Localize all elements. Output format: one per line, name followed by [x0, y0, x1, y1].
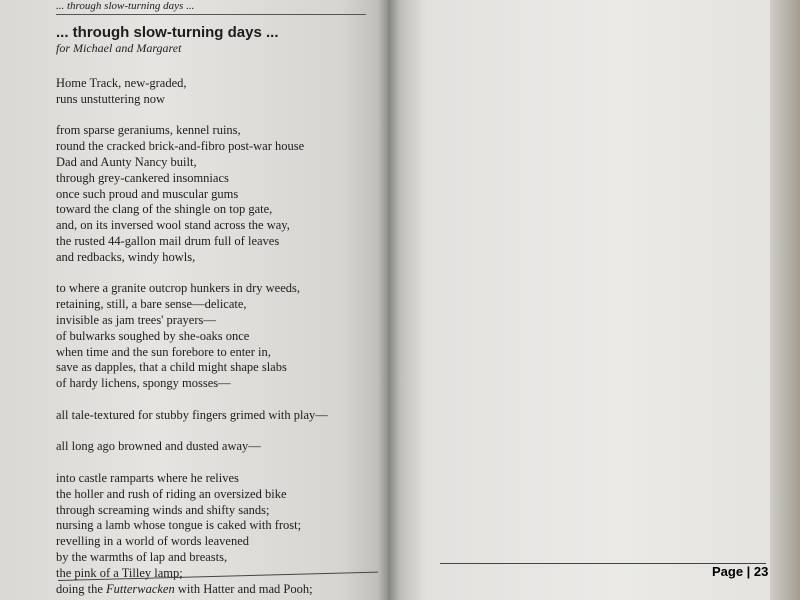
poem-line: and, on its inversed wool stand across the way, — [56, 218, 290, 233]
poem-line: from sparse geraniums, kennel ruins, — [56, 123, 241, 138]
stanza-gap — [56, 455, 376, 471]
poem-line: of hardy lichens, spongy mosses— — [56, 376, 231, 391]
poem-line: all tale-textured for stubby fingers grimed with play— — [56, 407, 328, 422]
dedication: for Michael and Margaret — [56, 41, 182, 55]
page-number: Page | 23 — [712, 564, 769, 579]
poem-line: once such proud and muscular gums — [56, 186, 239, 201]
poem-line: the pink of a Tilley lamp; — [56, 565, 183, 580]
poem-line: save as dapples, that a child might shape slabs — [56, 360, 287, 375]
poem-line: nursing a lamb whose tongue is caked with frost; — [56, 518, 302, 533]
poem-line: Dad and Aunty Nancy built, — [56, 154, 197, 169]
poem-title: ... through slow-turning days ... — [56, 24, 279, 41]
left-page — [0, 0, 388, 600]
poem-line: by the warmths of lap and breasts, — [56, 549, 228, 564]
stanza-gap — [56, 108, 376, 124]
poem-line: the rusted 44-gallon mail drum full of leaves — [56, 233, 280, 248]
poem-line: runs unstuttering now — [56, 91, 166, 106]
poem-line: the holler and rush of riding an oversized bike — [56, 486, 287, 501]
poem-line: and redbacks, windy howls, — [56, 249, 196, 264]
poem-line: retaining, still, a bare sense—delicate, — [56, 297, 247, 312]
poem-line: invisible as jam trees' prayers— — [56, 312, 216, 327]
left-poem-text — [56, 76, 376, 597]
header-rule — [56, 14, 366, 15]
poem-line: through grey-cankered insomniacs — [56, 170, 229, 185]
page-edges — [770, 0, 800, 600]
poem-line: to where a granite outcrop hunkers in dry weeds, — [56, 281, 301, 296]
stanza-gap — [56, 266, 376, 282]
poem-line: through screaming winds and shifty sands; — [56, 502, 270, 517]
poem-line: revelling in a world of words leavened — [56, 534, 249, 549]
poem-line: of bulwarks soughed by she-oaks once — [56, 328, 250, 343]
stanza-gap — [56, 392, 376, 408]
poem-line: Home Track, new-graded, — [56, 76, 187, 90]
poem-line: when time and the sun forebore to enter in, — [56, 344, 271, 359]
book-gutter — [378, 0, 400, 600]
poem-line: into castle ramparts where he relives — [56, 470, 239, 485]
poem-line: all long ago browned and dusted away— — [56, 439, 261, 454]
running-head: ... through slow-turning days ... — [56, 0, 195, 12]
poem-line: doing the Futterwacken with Hatter and mad Pooh; — [56, 581, 313, 596]
right-page — [388, 0, 770, 600]
stanza-gap — [56, 424, 376, 440]
poem-line: round the cracked brick-and-fibro post-war house — [56, 139, 305, 154]
poem-line: toward the clang of the shingle on top gate, — [56, 202, 273, 217]
